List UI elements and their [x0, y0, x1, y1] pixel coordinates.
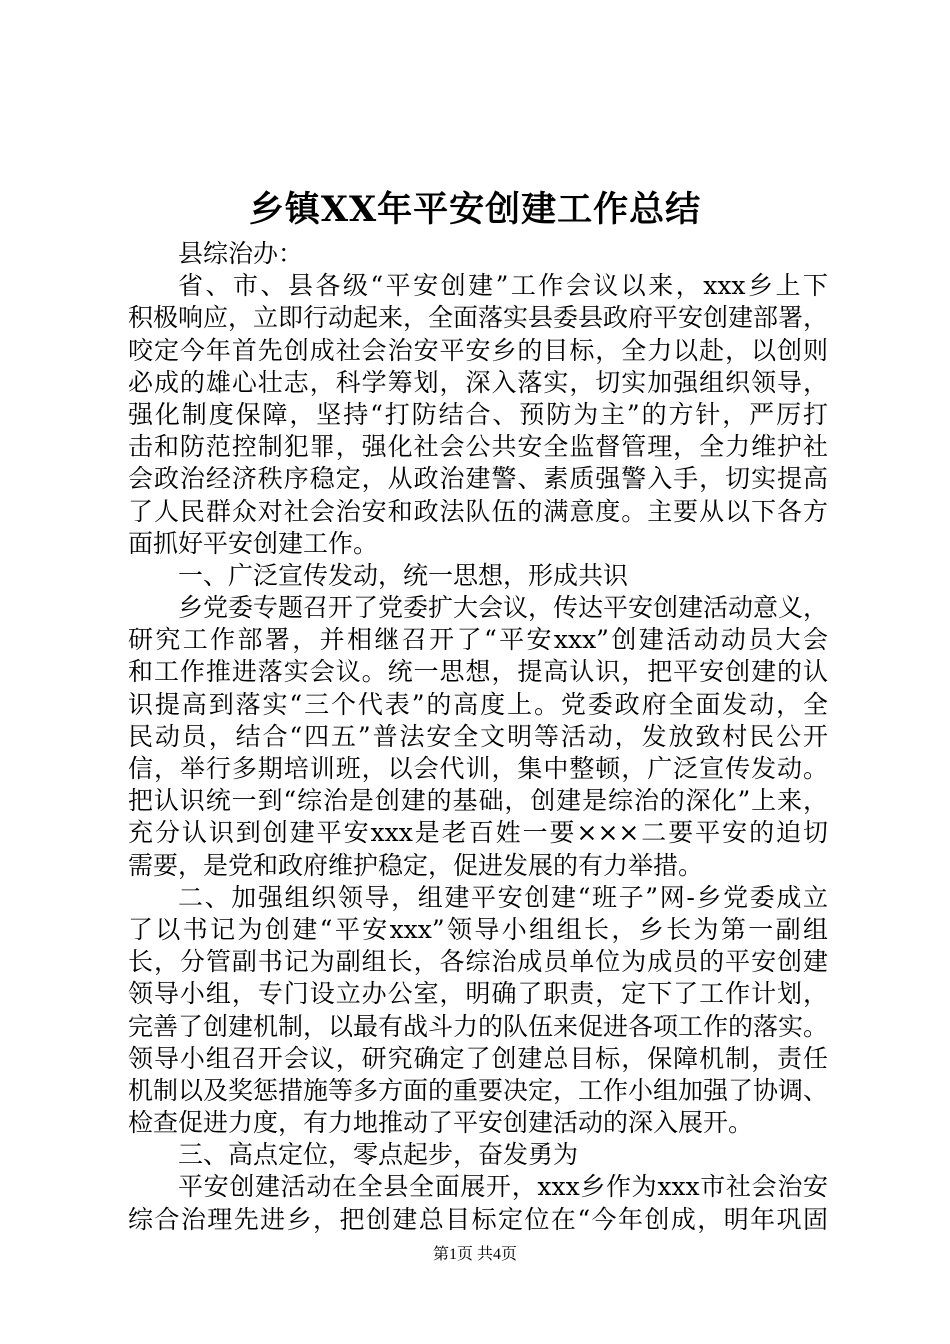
paragraph-line: 信，举行多期培训班，以会代训，集中整顿，广泛宣传发动。 — [128, 754, 828, 783]
paragraph-line: 充分认识到创建平安xxx是老百姓一要×××二要平安的迫切 — [128, 818, 828, 848]
document-body — [128, 238, 828, 1236]
section-heading-3: 三、高点定位，零点起步，奋发勇为 — [178, 1140, 579, 1170]
paragraph-line: 检查促进力度，有力地推动了平安创建活动的深入展开。 — [128, 1108, 754, 1138]
paragraph-line: 综合治理先进乡，把创建总目标定位在“今年创成，明年巩固 — [128, 1204, 828, 1234]
salutation-line: 县综治办： — [178, 239, 304, 268]
paragraph-line: 需要，是党和政府维护稳定，促进发展的有力举措。 — [128, 850, 704, 880]
paragraph-line: 领导小组，专门设立办公室，明确了职责，定下了工作计划， — [128, 979, 828, 1009]
paragraph-line: 民动员，结合“四五”普法安全文明等活动，发放致村民公开 — [128, 721, 828, 751]
paragraph-line: 了以书记为创建“平安xxx”领导小组组长，乡长为第一副组 — [128, 914, 828, 944]
paragraph-line: 领导小组召开会议，研究确定了创建总目标，保障机制，责任 — [128, 1043, 828, 1073]
page-number-footer: 第1页 共4页 — [432, 1246, 517, 1263]
paragraph-line: 乡党委专题召开了党委扩大会议，传达平安创建活动意义， — [178, 593, 829, 623]
paragraph-line: 必成的雄心壮志，科学筹划，深入落实，切实加强组织领导， — [128, 367, 828, 397]
section-heading-2: 二、加强组织领导，组建平安创建“班子”网-乡党委成立 — [178, 882, 828, 912]
paragraph-line: 机制以及奖惩措施等多方面的重要决定，工作小组加强了协调、 — [128, 1075, 829, 1105]
paragraph-line: 把认识统一到“综治是创建的基础，创建是综治的深化”上来， — [128, 786, 828, 816]
paragraph-line: 强化制度保障，坚持“打防结合、预防为主”的方针，严厉打 — [128, 399, 828, 429]
paragraph-line: 会政治经济秩序稳定，从政治建警、素质强警入手，切实提高 — [128, 464, 828, 494]
paragraph-line: 省、市、县各级“平安创建”工作会议以来，xxx乡上下 — [178, 271, 828, 301]
paragraph-line: 积极响应，立即行动起来，全面落实县委县政府平安创建部署， — [128, 303, 829, 333]
paragraph-line: 识提高到落实“三个代表”的高度上。党委政府全面发动，全 — [128, 689, 828, 719]
paragraph-line: 研究工作部署，并相继召开了“平安xxx”创建活动动员大会 — [128, 625, 828, 655]
paragraph-line: 击和防范控制犯罪，强化社会公共安全监督管理，全力维护社 — [128, 432, 828, 462]
paragraph-line: 完善了创建机制，以最有战斗力的队伍来促进各项工作的落实。 — [128, 1011, 829, 1041]
section-heading-1: 一、广泛宣传发动，统一思想，形成共识 — [178, 560, 629, 590]
paragraph-line: 长，分管副书记为副组长，各综治成员单位为成员的平安创建 — [128, 947, 828, 977]
paragraph-line: 和工作推进落实会议。统一思想，提高认识，把平安创建的认 — [128, 657, 828, 687]
document-title: 乡镇XX年平安创建工作总结 — [248, 189, 702, 230]
paragraph-line: 平安创建活动在全县全面展开，xxx乡作为xxx市社会治安 — [178, 1172, 828, 1202]
paragraph-line: 面抓好平安创建工作。 — [128, 528, 379, 558]
paragraph-line: 咬定今年首先创成社会治安平安乡的目标，全力以赴，以创则 — [128, 335, 828, 365]
paragraph-line: 了人民群众对社会治安和政法队伍的满意度。主要从以下各方 — [128, 496, 828, 526]
